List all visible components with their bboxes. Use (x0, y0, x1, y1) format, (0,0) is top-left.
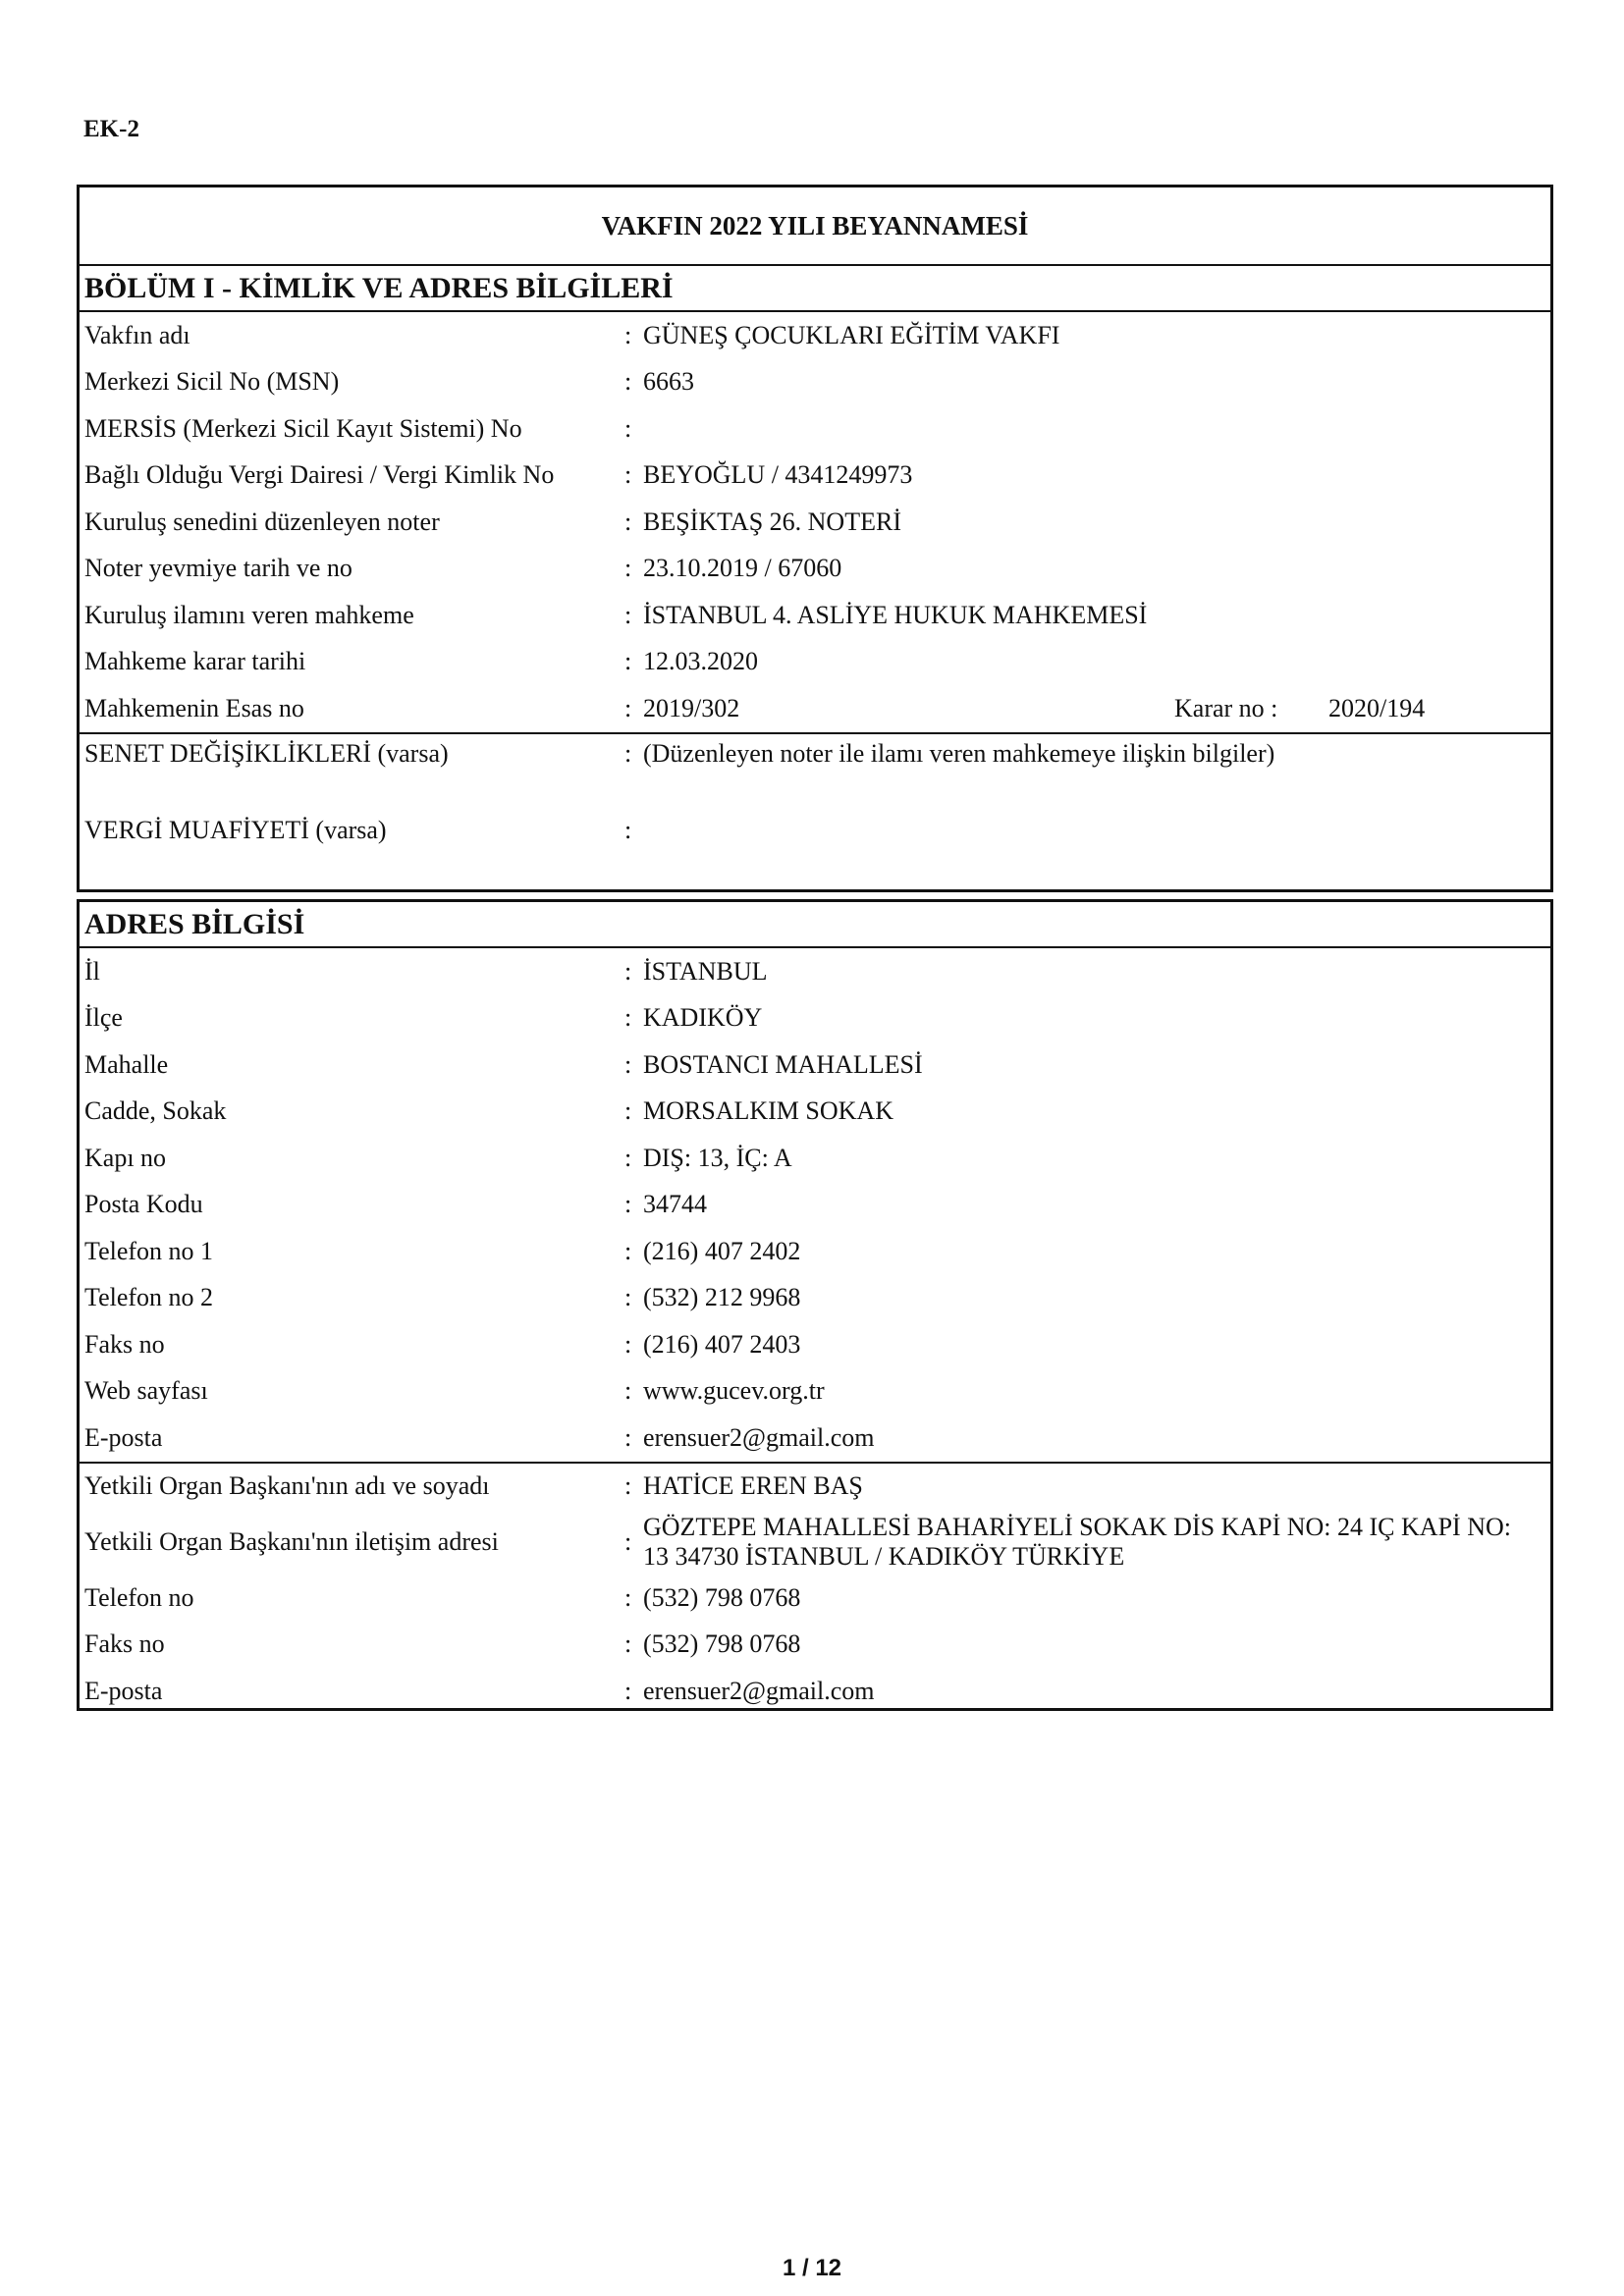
field-value: (532) 212 9968 (643, 1283, 801, 1312)
field-value: (216) 407 2403 (643, 1329, 801, 1359)
field-colon: : (624, 738, 632, 768)
field-row-kapi-no (80, 1135, 1550, 1182)
field-row-esas-no (80, 685, 1550, 732)
field-row-eposta (80, 1415, 1550, 1462)
field-colon: : (624, 1676, 632, 1705)
field-colon: : (624, 1190, 632, 1219)
field-value: 34744 (643, 1190, 707, 1219)
field-value: MORSALKIM SOKAK (643, 1096, 893, 1126)
field-row-telefon-1 (80, 1228, 1550, 1275)
field-label: VERGİ MUAFİYETİ (varsa) (84, 815, 387, 844)
field-value: HATİCE EREN BAŞ (643, 1471, 863, 1501)
field-value: erensuer2@gmail.com (643, 1676, 875, 1705)
field-value: www.gucev.org.tr (643, 1376, 825, 1406)
field-value: KADIKÖY (643, 1003, 763, 1033)
field-row-organ-faks (80, 1622, 1550, 1669)
field-row-mahalle (80, 1041, 1550, 1089)
field-colon: : (624, 815, 632, 844)
field-label: Kapı no (84, 1143, 167, 1172)
field-row-mahkeme (80, 592, 1550, 639)
field-label: Web sayfası (84, 1376, 208, 1406)
field-row-telefon-2 (80, 1275, 1550, 1322)
field-label: Posta Kodu (84, 1190, 203, 1219)
field-label: Vakfın adı (84, 320, 190, 349)
field-label: Cadde, Sokak (84, 1096, 227, 1126)
field-row-vakif-adi (80, 312, 1550, 359)
field-row-posta-kodu (80, 1182, 1550, 1229)
field-colon: : (624, 1471, 632, 1501)
field-colon: : (624, 600, 632, 629)
field-value: (532) 798 0768 (643, 1582, 801, 1612)
field-row-organ-telefon (80, 1575, 1550, 1622)
field-label: Yetkili Organ Başkanı'nın iletişim adresi (84, 1527, 499, 1556)
field-value: 23.10.2019 / 67060 (643, 554, 842, 583)
field-label: Merkezi Sicil No (MSN) (84, 367, 340, 397)
field-colon: : (624, 367, 632, 397)
field-colon: : (624, 1096, 632, 1126)
field-label: Mahkeme karar tarihi (84, 647, 306, 676)
field-label: Mahkemenin Esas no (84, 693, 304, 722)
karar-no-value: 2020/194 (1328, 693, 1426, 722)
field-colon: : (624, 1236, 632, 1265)
field-value: İSTANBUL 4. ASLİYE HUKUK MAHKEMESİ (643, 600, 1148, 629)
field-label: SENET DEĞİŞİKLİKLERİ (varsa) (84, 738, 449, 768)
field-colon: : (624, 647, 632, 676)
field-colon: : (624, 1003, 632, 1033)
field-value: (216) 407 2402 (643, 1236, 801, 1265)
field-row-il (80, 948, 1550, 995)
field-value: (Düzenleyen noter ile ilamı veren mahkemeye ilişkin bilgiler) (643, 738, 1275, 768)
karar-no-label: Karar no : (1174, 693, 1278, 722)
field-colon: : (624, 1283, 632, 1312)
field-row-karar-tarihi (80, 639, 1550, 686)
field-row-vergi-muafiyeti (80, 811, 1550, 850)
field-value: 2019/302 (643, 693, 740, 722)
section1-heading: BÖLÜM I - KİMLİK VE ADRES BİLGİLERİ (80, 266, 1550, 312)
field-label: Yetkili Organ Başkanı'nın adı ve soyadı (84, 1471, 490, 1501)
field-value: DIŞ: 13, İÇ: A (643, 1143, 792, 1172)
field-label: Faks no (84, 1329, 165, 1359)
field-row-cadde (80, 1089, 1550, 1136)
field-label: E-posta (84, 1676, 163, 1705)
field-label: İlçe (84, 1003, 123, 1033)
field-colon: : (624, 460, 632, 490)
field-colon: : (624, 1376, 632, 1406)
field-label: Kuruluş senedini düzenleyen noter (84, 507, 440, 536)
doc-label: EK-2 (83, 116, 139, 142)
field-colon: : (624, 320, 632, 349)
field-row-web (80, 1368, 1550, 1415)
field-label: Telefon no 2 (84, 1283, 214, 1312)
field-row-vergi-dairesi (80, 453, 1550, 500)
field-value: 6663 (643, 367, 694, 397)
field-label: Faks no (84, 1629, 165, 1659)
field-value: BOSTANCI MAHALLESİ (643, 1049, 923, 1079)
field-colon: : (624, 1527, 632, 1556)
address-section (77, 899, 1553, 1711)
field-label: Telefon no 1 (84, 1236, 214, 1265)
field-label: İl (84, 956, 100, 986)
field-label: Noter yevmiye tarih ve no (84, 554, 352, 583)
field-value: İSTANBUL (643, 956, 768, 986)
field-row-organ-eposta (80, 1668, 1550, 1715)
field-value: 12.03.2020 (643, 647, 758, 676)
field-row-noter (80, 499, 1550, 546)
field-colon: : (624, 1329, 632, 1359)
field-row-mersis (80, 405, 1550, 453)
page-number: 1 / 12 (782, 2255, 842, 2281)
field-label: E-posta (84, 1422, 163, 1452)
field-colon: : (624, 1629, 632, 1659)
field-value: erensuer2@gmail.com (643, 1422, 875, 1452)
field-colon: : (624, 507, 632, 536)
field-value: GÖZTEPE MAHALLESİ BAHARİYELİ SOKAK DİS KAPİ NO: 24 IÇ KAPİ NO: 13 34730 İSTANBUL / KADIKÖY TÜRKİYE (643, 1513, 1511, 1571)
field-label: Kuruluş ilamını veren mahkeme (84, 600, 414, 629)
field-label: Bağlı Olduğu Vergi Dairesi / Vergi Kimlik No (84, 460, 555, 490)
field-colon: : (624, 956, 632, 986)
document-title: VAKFIN 2022 YILI BEYANNAMESİ (80, 187, 1550, 266)
identity-section (77, 185, 1553, 892)
address-heading: ADRES BİLGİSİ (80, 902, 1550, 948)
field-row-organ-adres (80, 1510, 1550, 1575)
field-colon: : (624, 1422, 632, 1452)
spacer (80, 774, 1550, 811)
field-row-organ-adi (80, 1464, 1550, 1511)
field-label: Mahalle (84, 1049, 169, 1079)
field-value: (532) 798 0768 (643, 1629, 801, 1659)
field-value: BEŞİKTAŞ 26. NOTERİ (643, 507, 901, 536)
field-colon: : (624, 693, 632, 722)
field-row-faks (80, 1321, 1550, 1368)
field-colon: : (624, 554, 632, 583)
field-colon: : (624, 1143, 632, 1172)
field-value: GÜNEŞ ÇOCUKLARI EĞİTİM VAKFI (643, 320, 1060, 349)
field-colon: : (624, 1582, 632, 1612)
field-row-senet (80, 734, 1550, 774)
field-row-msn (80, 359, 1550, 406)
field-label: Telefon no (84, 1582, 194, 1612)
field-colon: : (624, 413, 632, 443)
field-value: BEYOĞLU / 4341249973 (643, 460, 913, 490)
field-row-ilce (80, 995, 1550, 1042)
field-label: MERSİS (Merkezi Sicil Kayıt Sistemi) No (84, 413, 522, 443)
field-row-yevmiye (80, 546, 1550, 593)
field-colon: : (624, 1049, 632, 1079)
